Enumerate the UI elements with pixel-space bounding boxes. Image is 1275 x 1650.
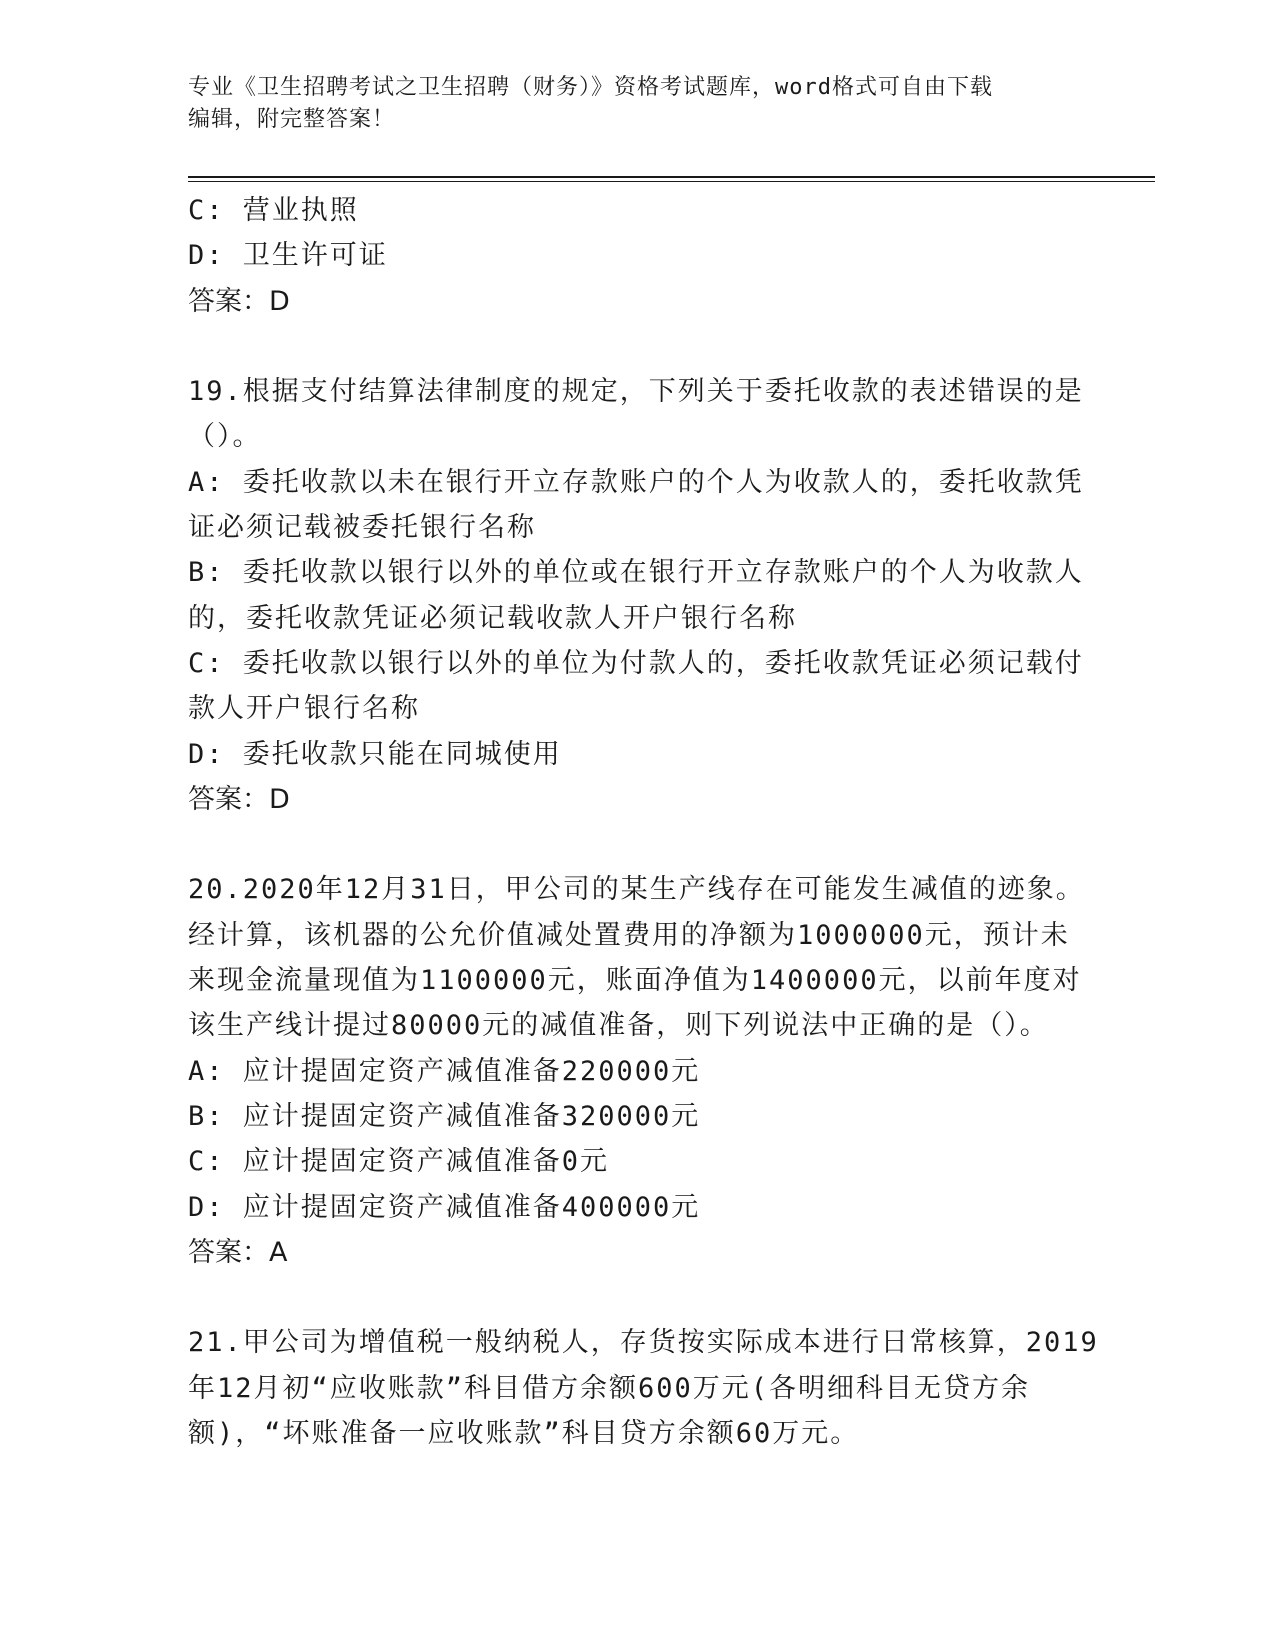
header-divider-thin <box>188 181 1155 182</box>
question-stem: 来现金流量现值为1100000元，账面净值为1400000元，以前年度对 <box>188 965 1082 997</box>
spacer <box>188 1275 1088 1320</box>
question-content <box>188 188 1099 1456</box>
option-b: B: 委托收款以银行以外的单位或在银行开立存款账户的个人为收款人 <box>188 557 1084 589</box>
question-stem: 20.2020年12月31日，甲公司的某生产线存在可能发生减值的迹象。 <box>188 874 1085 906</box>
header-divider <box>188 176 1155 178</box>
header-line: 编辑，附完整答案！ <box>188 107 396 132</box>
question-stem: 经计算，该机器的公允价值减处置费用的净额为1000000元，预计未 <box>188 919 1070 951</box>
question-18 <box>188 188 1088 324</box>
answer-label: 答案：D <box>188 285 290 317</box>
question-stem: 19.根据支付结算法律制度的规定，下列关于委托收款的表述错误的是 <box>188 376 1084 408</box>
option-c: 款人开户银行名称 <box>188 693 420 725</box>
question-stem: （）。 <box>188 421 262 453</box>
option-d: D: 卫生许可证 <box>188 240 388 272</box>
answer-label: 答案：D <box>188 783 290 815</box>
option-b: 的，委托收款凭证必须记载收款人开户银行名称 <box>188 602 797 634</box>
option-c: C: 应计提固定资产减值准备0元 <box>188 1146 610 1178</box>
option-d: D: 应计提固定资产减值准备400000元 <box>188 1191 701 1223</box>
option-d: D: 委托收款只能在同城使用 <box>188 738 562 770</box>
spacer <box>188 324 1088 369</box>
question-stem: 额)，“坏账准备一应收账款”科目贷方余额60万元。 <box>188 1418 860 1450</box>
page-header <box>188 72 1088 136</box>
question-21 <box>188 1320 1099 1456</box>
answer-label: 答案：A <box>188 1236 288 1268</box>
option-a: A: 应计提固定资产减值准备220000元 <box>188 1055 701 1087</box>
spacer <box>188 822 1088 867</box>
option-b: B: 应计提固定资产减值准备320000元 <box>188 1100 701 1132</box>
question-stem: 21.甲公司为增值税一般纳税人，存货按实际成本进行日常核算，2019 <box>188 1327 1099 1359</box>
header-line: 专业《卫生招聘考试之卫生招聘（财务）》资格考试题库，word格式可自由下载 <box>188 75 993 100</box>
option-c: C: 委托收款以银行以外的单位为付款人的，委托收款凭证必须记载付 <box>188 647 1084 679</box>
question-20 <box>188 867 1088 1275</box>
question-stem: 年12月初“应收账款”科目借方余额600万元(各明细科目无贷方余 <box>188 1372 1031 1404</box>
option-a: 证必须记载被委托银行名称 <box>188 512 536 544</box>
option-c: C: 营业执照 <box>188 195 359 226</box>
question-stem: 该生产线计提过80000元的减值准备，则下列说法中正确的是（）。 <box>188 1010 1049 1042</box>
question-19 <box>188 369 1088 822</box>
option-a: A: 委托收款以未在银行开立存款账户的个人为收款人的，委托收款凭 <box>188 466 1084 498</box>
